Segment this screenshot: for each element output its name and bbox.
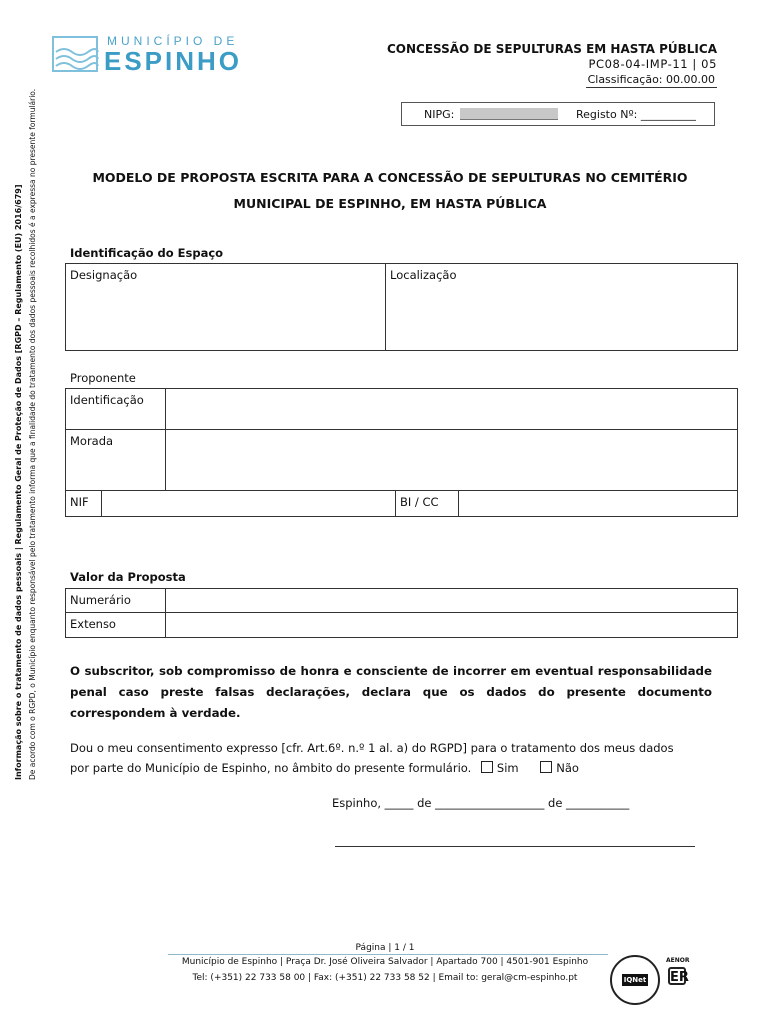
bicc-label-cell: [395, 490, 459, 517]
waves-icon: [52, 34, 100, 74]
aenor-text: AENOR: [666, 957, 690, 964]
nipg-field[interactable]: [460, 108, 558, 120]
rgpd-line-1: Informação sobre o tratamento de dados pessoais | Regulamento Geral de Proteção de Dados [RGPD – Regulamento (EU) 2016/679]: [14, 184, 23, 780]
bicc-field[interactable]: [458, 490, 738, 517]
consent-line-2: por parte do Município de Espinho, no âmbito do presente formulário.: [70, 761, 472, 775]
localizacao-field[interactable]: [385, 263, 738, 351]
extenso-field[interactable]: [165, 612, 738, 638]
footer-contacts: Tel: (+351) 22 733 58 00 | Fax: (+351) 22 733 58 52 | Email to: geral@cm-espinho.pt: [192, 973, 578, 983]
localizacao-label: Localização: [390, 268, 457, 282]
logo-text-big: ESPINHO: [104, 46, 243, 76]
numerario-label-cell: [65, 588, 166, 613]
nao-checkbox[interactable]: [540, 761, 552, 773]
nao-label: Não: [556, 761, 579, 775]
form-title-line-1: MODELO DE PROPOSTA ESCRITA PARA A CONCESSÃO DE SEPULTURAS NO CEMITÉRIO: [92, 170, 688, 185]
nif-label: NIF: [70, 495, 89, 509]
registo-label: Registo Nº: __________: [576, 108, 696, 121]
consent-block: [70, 738, 720, 778]
nipg-label: NIPG:: [424, 108, 455, 121]
nif-label-cell: [65, 490, 102, 517]
rgpd-sidebar: [14, 0, 37, 780]
document-title: CONCESSÃO DE SEPULTURAS EM HASTA PÚBLICA: [386, 42, 717, 56]
signature-line[interactable]: [335, 846, 695, 847]
numerario-field[interactable]: [165, 588, 738, 613]
footer-divider: [168, 954, 608, 955]
sim-checkbox[interactable]: [481, 761, 493, 773]
designacao-label: Designação: [70, 268, 138, 282]
iqnet-text: IQNet: [623, 976, 647, 984]
morada-label-cell: [65, 429, 166, 491]
identificacao-label-cell: [65, 388, 166, 430]
er-mark: ER: [668, 967, 686, 985]
morada-field[interactable]: [165, 429, 738, 491]
espaco-heading: Identificação do Espaço: [70, 246, 224, 260]
aenor-seal-icon: [666, 957, 688, 999]
form-title-line-2: MUNICIPAL DE ESPINHO, EM HASTA PÚBLICA: [233, 196, 547, 211]
bicc-label: BI / CC: [400, 495, 439, 509]
document-code: PC08-04-IMP-11 | 05: [588, 57, 717, 71]
logo-text-small: MUNICÍPIO DE: [107, 34, 239, 48]
date-line: Espinho, _____ de ___________________ de ___________: [332, 796, 630, 810]
nipg-box: [401, 102, 715, 126]
footer-address: Município de Espinho | Praça Dr. José Oliveira Salvador | Apartado 700 | 4501-901 Espinho: [181, 957, 589, 967]
designacao-field[interactable]: [65, 263, 386, 351]
sim-label: Sim: [496, 761, 519, 775]
identificacao-field[interactable]: [165, 388, 738, 430]
form-title: [60, 165, 720, 217]
morada-label: Morada: [70, 434, 114, 448]
consent-line-1: Dou o meu consentimento expresso [cfr. Art.6º. n.º 1 al. a) do RGPD] para o tratamento dos meus dados: [70, 741, 674, 755]
iqnet-seal-icon: [610, 955, 660, 1005]
extenso-label: Extenso: [70, 617, 116, 631]
classification: Classificação: 00.00.00: [587, 73, 715, 86]
consent-line-2-row: [70, 758, 720, 778]
identificacao-label: Identificação: [70, 393, 144, 407]
proponente-heading: Proponente: [70, 371, 136, 385]
numerario-label: Numerário: [70, 593, 131, 607]
valor-heading: Valor da Proposta: [70, 570, 186, 584]
nif-field[interactable]: [101, 490, 396, 517]
page-number: Página | 1 / 1: [355, 943, 415, 953]
declaracao-text: O subscritor, sob compromisso de honra e consciente de incorrer em eventual responsabilidade penal caso preste falsas declarações, declara que os dados do presente documento correspondem à verdade.: [70, 664, 712, 720]
rgpd-line-2: De acordo com o RGPD, o Município enquanto responsável pelo tratamento informa que a finalidade do tratamento dos dados pessoais recolhidos é a expressa no presente formulário.: [28, 88, 37, 780]
extenso-label-cell: [65, 612, 166, 638]
